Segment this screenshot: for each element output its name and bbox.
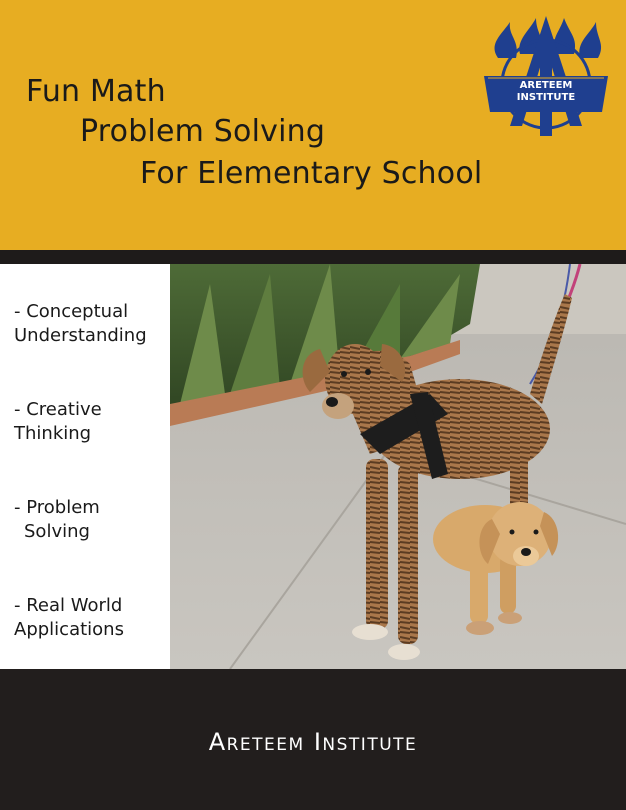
feature-item-conceptual	[14, 300, 147, 348]
publisher-name: Areteem Institute	[208, 728, 418, 756]
logo-text-line-2: INSTITUTE	[516, 92, 576, 103]
feature-line: Thinking	[14, 423, 92, 444]
feature-line: - Creative	[14, 399, 102, 420]
feature-line: - Real World	[14, 595, 123, 616]
logo-text	[480, 80, 612, 104]
title-line-3: For Elementary School	[140, 156, 483, 191]
feature-item-problem	[14, 496, 100, 544]
logo-text-line-1: ARETEEM	[519, 80, 573, 91]
feature-line: Understanding	[14, 325, 147, 346]
feature-item-creative	[14, 398, 102, 446]
top-divider	[0, 250, 626, 264]
feature-line: - Conceptual	[14, 301, 129, 322]
feature-line: Applications	[14, 619, 124, 640]
feature-item-real-world	[14, 594, 124, 642]
areteem-logo-icon	[480, 14, 612, 138]
feature-line: Solving	[24, 521, 90, 542]
title-line-2: Problem Solving	[80, 114, 326, 149]
content-section	[0, 264, 626, 669]
title-line-1: Fun Math	[26, 74, 166, 109]
feature-line: - Problem	[14, 497, 100, 518]
two-dogs-photo-icon	[170, 264, 626, 669]
feature-list	[0, 264, 170, 669]
